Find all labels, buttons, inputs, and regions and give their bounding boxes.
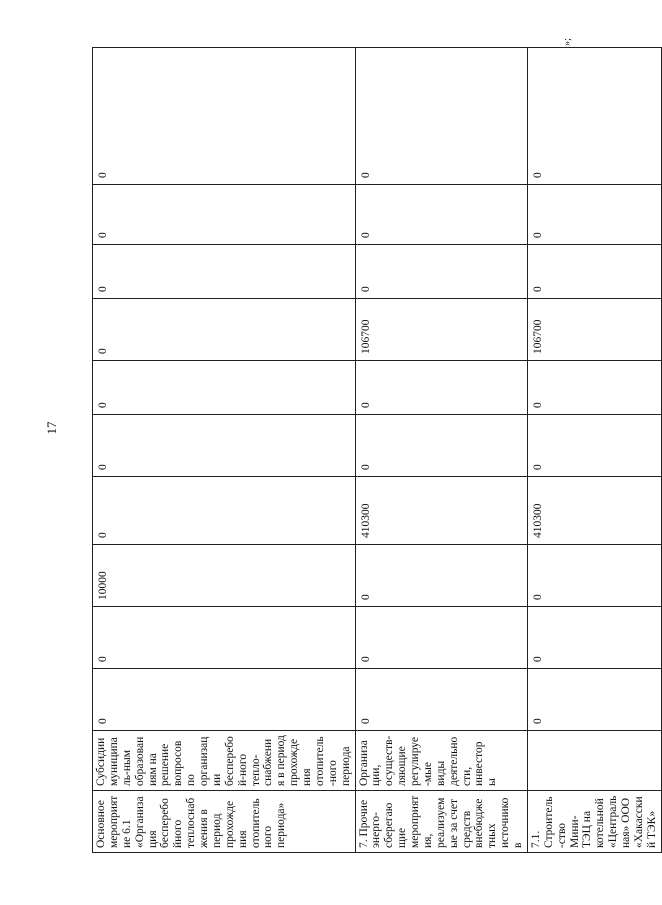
cell-value: 0 (355, 185, 527, 245)
cell-value: 0 (93, 48, 356, 185)
cell-value: 10000 (93, 545, 356, 607)
corner-mark: »; (562, 38, 573, 46)
cell-value: 0 (93, 669, 356, 731)
cell-value: 0 (355, 607, 527, 669)
cell-value: 0 (93, 477, 356, 545)
cell-value: 410300 (355, 477, 527, 545)
cell-value: 0 (355, 415, 527, 477)
cell-col2: Субсидии муниципаль-ным образованиям на решение вопросов по организации бесперебой-ного тепло-снабжения в период прохождения отопитель-ного периода (93, 731, 356, 791)
cell-col2 (527, 731, 661, 791)
cell-value: 0 (355, 48, 527, 185)
cell-value: 0 (527, 185, 661, 245)
cell-value: 0 (527, 361, 661, 415)
cell-value: 0 (93, 361, 356, 415)
cell-value: 0 (93, 245, 356, 299)
cell-value: 106700 (527, 299, 661, 361)
cell-value: 0 (93, 299, 356, 361)
cell-col1: 7.1. Строитель-ство Мини-ТЭЦ на котельной «Центральная» ООО «Хакасский ТЭК» (527, 791, 661, 853)
table-row (355, 48, 527, 853)
cell-col2: Организации, осуществ-ляющие регулируе-мые виды деятельности, инвесторы (355, 731, 527, 791)
data-table (92, 47, 662, 853)
cell-value: 0 (355, 545, 527, 607)
cell-value: 0 (527, 245, 661, 299)
cell-value: 410300 (527, 477, 661, 545)
cell-value: 0 (93, 607, 356, 669)
cell-value: 106700 (355, 299, 527, 361)
cell-col1: 7. Прочие энерго-сберегающие мероприятия, реализуемые за счет средств внебюджетных источников (355, 791, 527, 853)
cell-value: 0 (527, 415, 661, 477)
cell-value: 0 (527, 545, 661, 607)
cell-value: 0 (527, 669, 661, 731)
rotated-table-frame (92, 48, 658, 853)
cell-col1: Основное мероприятие 6.1 «Организация бесперебойного теплоснабжения в период прохождения отопительного периода» (93, 791, 356, 853)
cell-value: 0 (93, 415, 356, 477)
page-number: 17 (44, 421, 59, 435)
cell-value: 0 (527, 607, 661, 669)
cell-value: 0 (527, 48, 661, 185)
table-row (93, 48, 356, 853)
cell-value: 0 (355, 361, 527, 415)
cell-value: 0 (355, 669, 527, 731)
cell-value: 0 (93, 185, 356, 245)
table-row (527, 48, 661, 853)
cell-value: 0 (355, 245, 527, 299)
